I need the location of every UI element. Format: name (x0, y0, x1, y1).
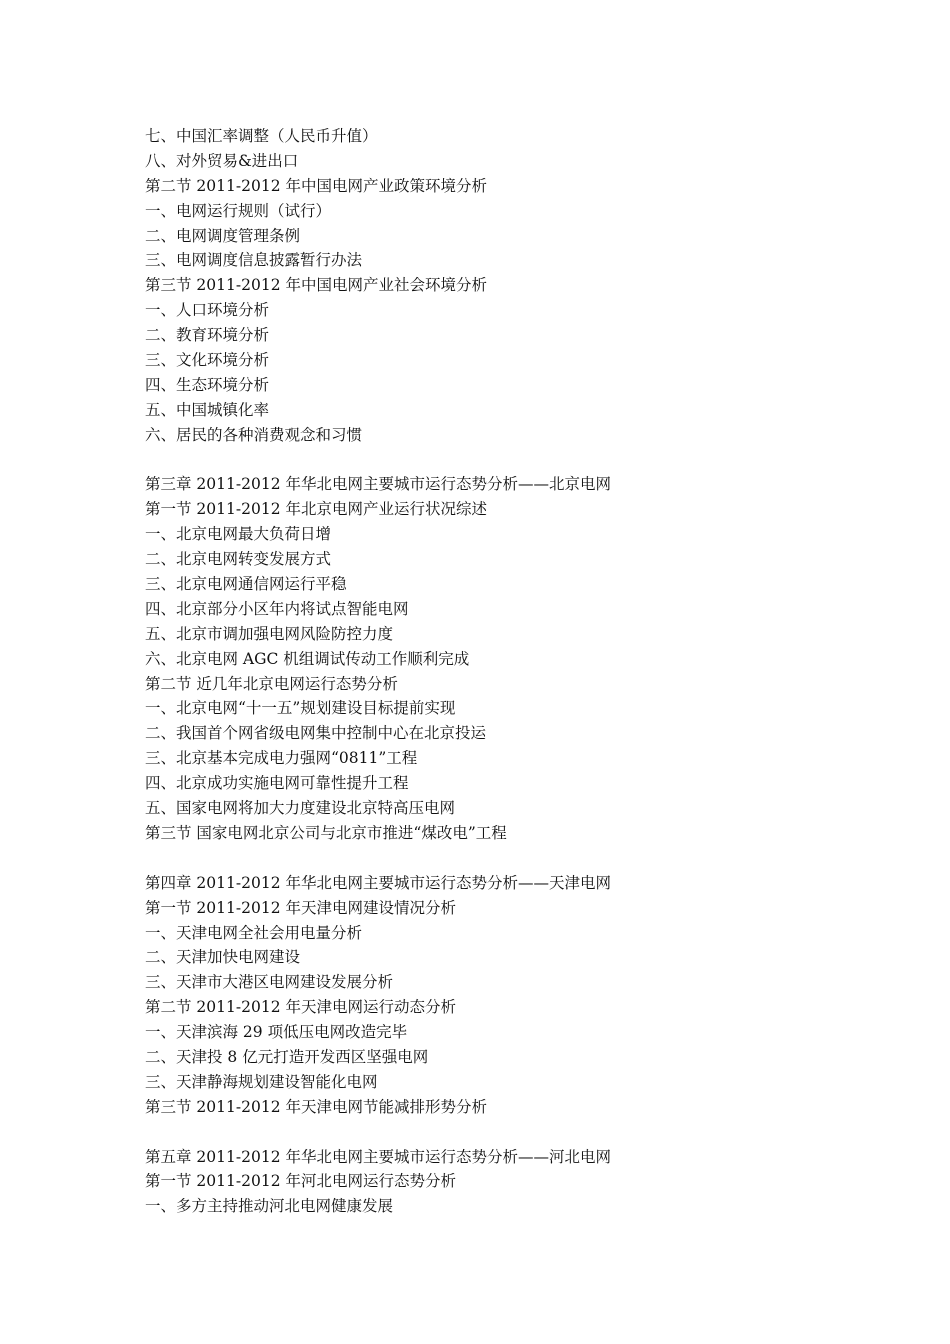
toc-line: 二、天津加快电网建设 (145, 948, 301, 967)
toc-line: 七、中国汇率调整（人民币升值） (145, 127, 378, 145)
blank-line (145, 1120, 905, 1145)
toc-section-heading: 第三节 2011-2012 年天津电网节能减排形势分析 (145, 1097, 487, 1116)
toc-line: 二、教育环境分析 (145, 326, 270, 345)
toc-line: 五、中国城镇化率 (145, 400, 270, 419)
toc-line: 三、北京基本完成电力强网“0811”工程 (145, 749, 418, 768)
toc-line: 五、国家电网将加大力度建设北京特高压电网 (145, 799, 456, 818)
toc-chapter-heading: 第四章 2011-2012 年华北电网主要城市运行态势分析——天津电网 (145, 873, 611, 892)
toc-section-heading: 第一节 2011-2012 年天津电网建设情况分析 (145, 898, 456, 917)
toc-line: 一、多方主持推动河北电网健康发展 (145, 1197, 394, 1216)
toc-line: 六、北京电网 AGC 机组调试传动工作顺利完成 (145, 649, 470, 668)
toc-section-heading: 第二节 近几年北京电网运行态势分析 (145, 674, 398, 693)
toc-line: 四、北京部分小区年内将试点智能电网 (145, 599, 409, 618)
toc-line: 五、北京市调加强电网风险防控力度 (145, 624, 394, 643)
toc-line: 二、电网调度管理条例 (145, 226, 301, 245)
toc-chapter-heading: 第三章 2011-2012 年华北电网主要城市运行态势分析——北京电网 (145, 475, 611, 494)
toc-line: 一、电网运行规则（试行） (145, 201, 332, 220)
toc-line: 八、对外贸易&进出口 (145, 151, 299, 170)
toc-chapter-heading: 第五章 2011-2012 年华北电网主要城市运行态势分析——河北电网 (145, 1147, 611, 1166)
toc-line: 一、人口环境分析 (145, 301, 270, 320)
toc-section-heading: 第三节 国家电网北京公司与北京市推进“煤改电”工程 (145, 823, 507, 842)
toc-line: 四、生态环境分析 (145, 375, 270, 394)
toc-line: 二、天津投 8 亿元打造开发西区坚强电网 (145, 1047, 429, 1066)
blank-line (145, 846, 905, 871)
toc-line: 一、北京电网最大负荷日增 (145, 525, 332, 544)
toc-line: 一、北京电网“十一五”规划建设目标提前实现 (145, 699, 456, 718)
document-page (145, 124, 905, 1219)
toc-line: 三、文化环境分析 (145, 351, 270, 370)
toc-line: 二、我国首个网省级电网集中控制中心在北京投运 (145, 724, 487, 743)
toc-section-heading: 第二节 2011-2012 年天津电网运行动态分析 (145, 998, 456, 1017)
toc-section-heading: 第一节 2011-2012 年北京电网产业运行状况综述 (145, 500, 487, 519)
toc-line: 三、电网调度信息披露暂行办法 (145, 251, 363, 270)
toc-section-heading: 第二节 2011-2012 年中国电网产业政策环境分析 (145, 176, 487, 195)
toc-section-heading: 第一节 2011-2012 年河北电网运行态势分析 (145, 1172, 456, 1191)
toc-line: 四、北京成功实施电网可靠性提升工程 (145, 774, 409, 793)
toc-line: 一、天津滨海 29 项低压电网改造完毕 (145, 1023, 408, 1042)
toc-line: 二、北京电网转变发展方式 (145, 550, 332, 569)
toc-line: 一、天津电网全社会用电量分析 (145, 923, 363, 942)
toc-line: 三、天津市大港区电网建设发展分析 (145, 973, 394, 992)
toc-line: 六、居民的各种消费观念和习惯 (145, 425, 363, 444)
toc-section-heading: 第三节 2011-2012 年中国电网产业社会环境分析 (145, 276, 487, 295)
toc-line: 三、天津静海规划建设智能化电网 (145, 1072, 378, 1091)
toc-line: 三、北京电网通信网运行平稳 (145, 575, 347, 594)
blank-line (145, 448, 905, 473)
